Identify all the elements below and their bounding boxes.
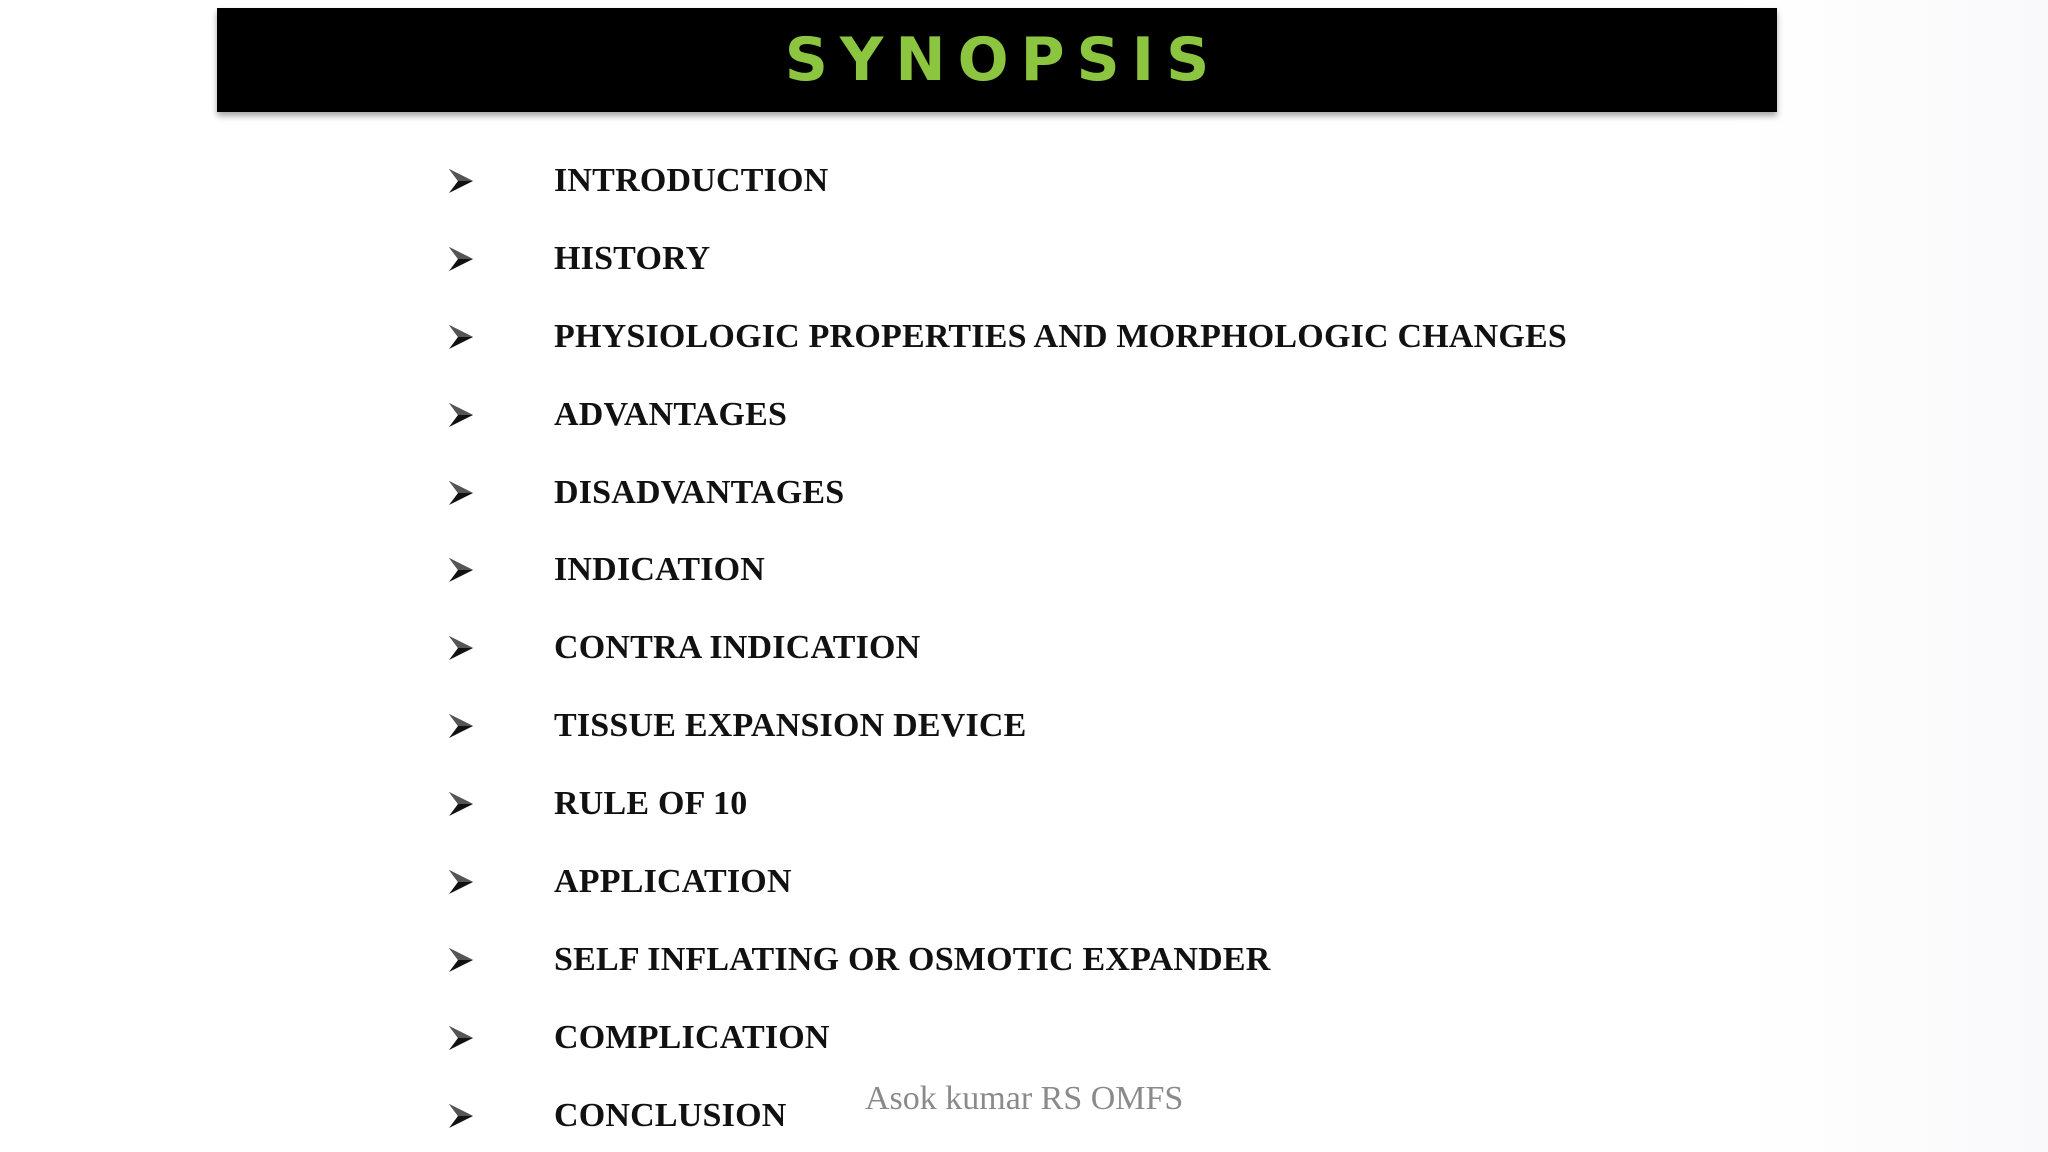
list-item-label: INDICATION bbox=[554, 551, 766, 589]
list-item-label: INTRODUCTION bbox=[554, 161, 829, 199]
list-item bbox=[446, 142, 1567, 220]
list-item bbox=[446, 687, 1567, 765]
list-item bbox=[446, 376, 1567, 454]
list-item bbox=[446, 531, 1567, 609]
slide-title: SYNOPSIS bbox=[784, 25, 1222, 95]
title-bar bbox=[217, 8, 1777, 112]
list-item bbox=[446, 765, 1567, 843]
list-item-label: COMPLICATION bbox=[554, 1018, 830, 1056]
list-item-label: RULE OF 10 bbox=[554, 785, 748, 823]
list-item-label: HISTORY bbox=[554, 239, 711, 277]
arrow-bullet-icon bbox=[446, 555, 476, 585]
synopsis-list bbox=[446, 142, 1567, 1152]
list-item bbox=[446, 454, 1567, 532]
arrow-bullet-icon bbox=[446, 867, 476, 897]
list-item bbox=[446, 921, 1567, 999]
list-item bbox=[446, 999, 1567, 1077]
arrow-bullet-icon bbox=[446, 633, 476, 663]
list-item-label: PHYSIOLOGIC PROPERTIES AND MORPHOLOGIC CHANGES bbox=[554, 317, 1568, 355]
arrow-bullet-icon bbox=[446, 1101, 476, 1131]
arrow-bullet-icon bbox=[446, 1023, 476, 1053]
list-item bbox=[446, 609, 1567, 687]
list-item-label: DISADVANTAGES bbox=[554, 473, 845, 511]
arrow-bullet-icon bbox=[446, 166, 476, 196]
arrow-bullet-icon bbox=[446, 478, 476, 508]
list-item-label: CONCLUSION bbox=[554, 1096, 787, 1134]
list-item-label: ADVANTAGES bbox=[554, 395, 788, 433]
footer-author: Asok kumar RS OMFS bbox=[865, 1080, 1184, 1117]
list-item-label: TISSUE EXPANSION DEVICE bbox=[554, 707, 1027, 745]
arrow-bullet-icon bbox=[446, 322, 476, 352]
list-item-label: CONTRA INDICATION bbox=[554, 629, 921, 667]
list-item-label: APPLICATION bbox=[554, 862, 792, 900]
list-item bbox=[446, 843, 1567, 921]
arrow-bullet-icon bbox=[446, 711, 476, 741]
arrow-bullet-icon bbox=[446, 789, 476, 819]
list-item bbox=[446, 298, 1567, 376]
arrow-bullet-icon bbox=[446, 945, 476, 975]
arrow-bullet-icon bbox=[446, 400, 476, 430]
arrow-bullet-icon bbox=[446, 244, 476, 274]
list-item-label: SELF INFLATING OR OSMOTIC EXPANDER bbox=[554, 940, 1271, 978]
list-item bbox=[446, 220, 1567, 298]
